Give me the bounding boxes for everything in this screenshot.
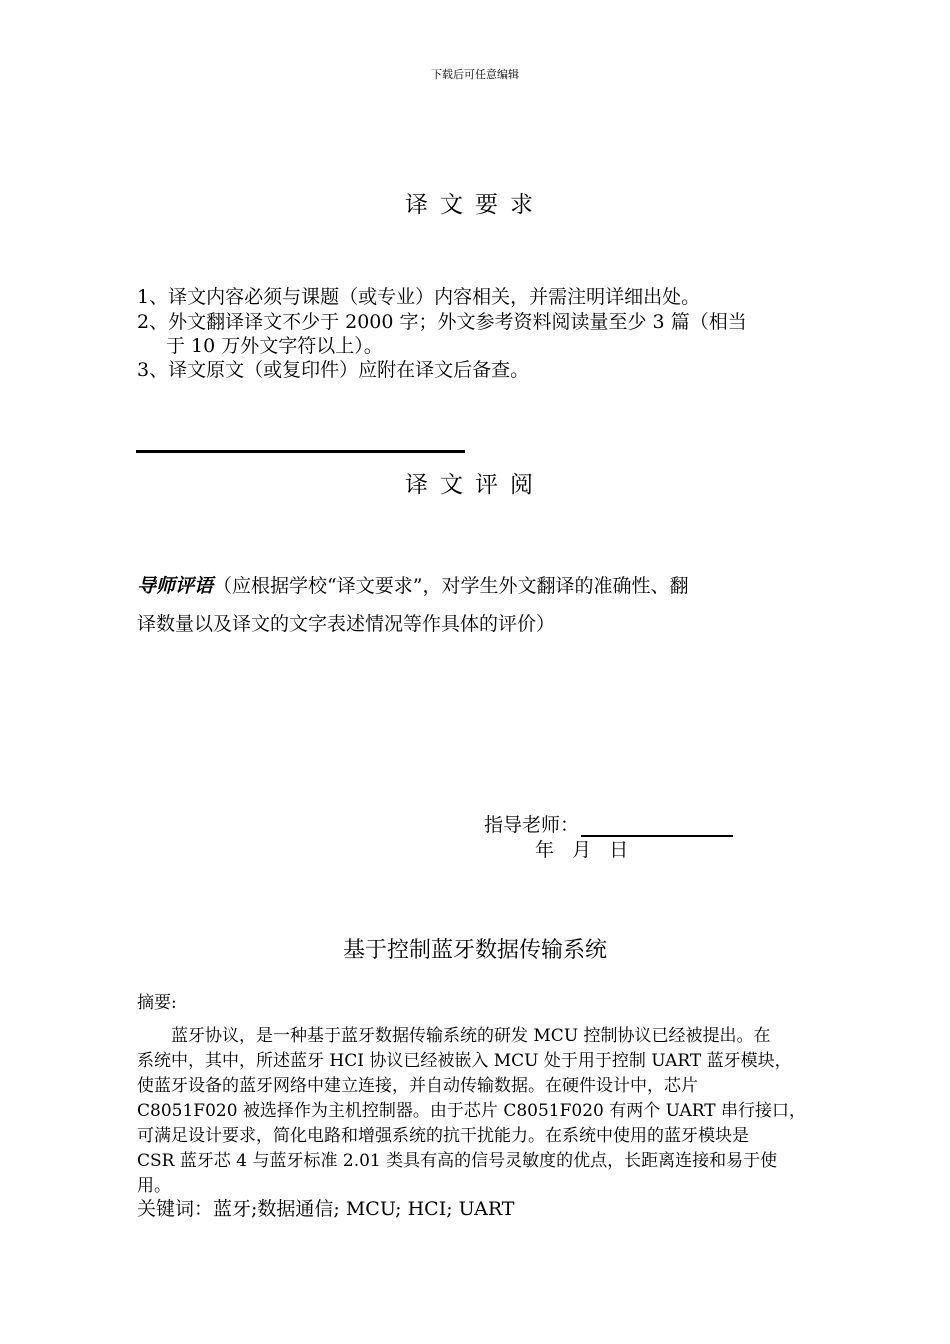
section-divider — [136, 450, 465, 453]
requirement-item-2: 2、外文翻译译文不少于 2000 字；外文参考资料阅读量至少 3 篇（相当 — [137, 311, 747, 333]
review-date: 年 月 日 — [535, 839, 629, 861]
abstract-line-2: 系统中，其中，所述蓝牙 HCI 协议已经被嵌入 MCU 处于用于控制 UART 蓝牙模块， — [137, 1051, 792, 1071]
abstract-line-4: C8051F020 被选择作为主机控制器。由于芯片 C8051F020 有两个 UART 串行接口， — [137, 1101, 806, 1121]
review-title: 译文评阅 — [405, 472, 545, 498]
paper-title: 基于控制蓝牙数据传输系统 — [342, 938, 607, 963]
abstract-label: 摘要: — [137, 993, 177, 1013]
requirement-item-2-cont: 于 10 万外文字符以上）。 — [166, 335, 383, 357]
advisor-signature — [484, 810, 733, 837]
abstract-line-6: CSR 蓝牙芯 4 与蓝牙标准 2.01 类具有高的信号灵敏度的优点，长距离连接和易于使 — [137, 1151, 778, 1171]
advisor-comment-label: 导师评语 — [137, 575, 214, 597]
advisor-comment-line-1 — [137, 571, 688, 598]
abstract-line-7: 用。 — [137, 1176, 171, 1196]
advisor-comment-line-2: 译数量以及译文的文字表述情况等作具体的评价） — [137, 613, 556, 635]
page-header-note: 下载后可任意编辑 — [431, 68, 519, 81]
requirement-item-1: 1、译文内容必须与课题（或专业）内容相关，并需注明详细出处。 — [137, 286, 701, 308]
abstract-line-1: 蓝牙协议，是一种基于蓝牙数据传输系统的研发 MCU 控制协议已经被提出。在 — [171, 1026, 771, 1046]
advisor-comment-instruction: （应根据学校“译文要求”，对学生外文翻译的准确性、翻 — [213, 575, 689, 597]
requirement-item-3: 3、译文原文（或复印件）应附在译文后备查。 — [137, 359, 530, 381]
abstract-line-5: 可满足设计要求，简化电路和增强系统的抗干扰能力。在系统中使用的蓝牙模块是 — [137, 1126, 749, 1146]
advisor-label: 指导老师： — [484, 814, 580, 836]
abstract-line-3: 使蓝牙设备的蓝牙网络中建立连接，并自动传输数据。在硬件设计中，芯片 — [137, 1076, 698, 1096]
advisor-signature-line — [581, 817, 733, 837]
keywords: 关键词：蓝牙;数据通信; MCU; HCI; UART — [137, 1198, 515, 1220]
requirements-title: 译文要求 — [405, 192, 545, 218]
